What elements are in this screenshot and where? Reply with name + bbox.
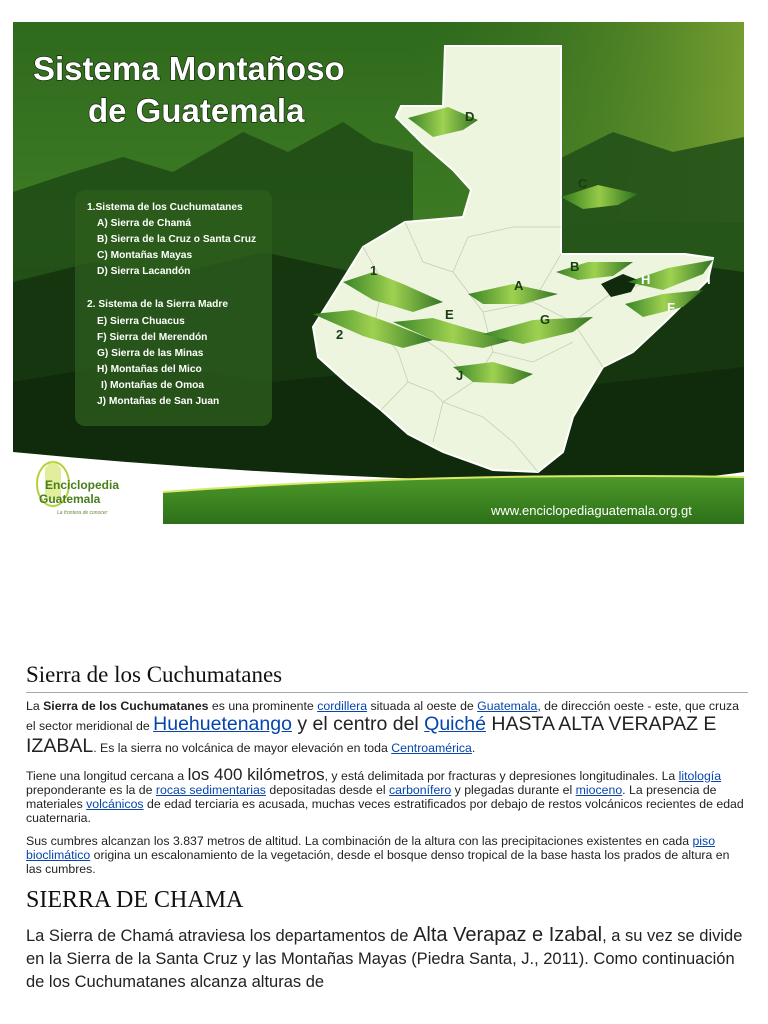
map-label-2: 2 — [336, 327, 344, 342]
link-litologia[interactable]: litología — [678, 769, 722, 783]
legend-group2-title: 2. Sistema de la Sierra Madre — [87, 299, 228, 310]
map-label-h: H — [641, 272, 651, 287]
legend-group1-title: 1.Sistema de los Cuchumatanes — [87, 202, 243, 213]
link-carbonifero[interactable]: carbonífero — [389, 783, 452, 797]
legend-item: A) Sierra de Chamá — [97, 218, 191, 229]
link-rocas-sedimentarias[interactable]: rocas sedimentarias — [155, 783, 266, 797]
paragraph: La Sierra de los Cuchumatanes es una prominente cordillera situada al oeste de Guatemala, de dirección oeste - este, que cruza el sector meridional de Huehuetenango y el centro del Quiché HASTA ALTA VERAPAZ E IZABAL. Es la sierra no volcánica de mayor elevación en toda Centroamérica. — [26, 699, 739, 757]
logo-tagline: La frontera de conocer — [57, 510, 108, 516]
map-label-b: B — [570, 259, 580, 274]
map-label-a: A — [514, 278, 524, 293]
logo-line1: Enciclopedia — [45, 478, 120, 492]
section-heading-cuchumatanes: Sierra de los Cuchumatanes — [26, 660, 748, 693]
legend-item: F) Sierra del Merendón — [97, 332, 208, 343]
link-centroamerica[interactable]: Centroamérica — [391, 741, 472, 755]
map-label-c: C — [578, 176, 588, 191]
logo-line2: Guatemala — [39, 492, 101, 506]
legend-item: D) Sierra Lacandón — [97, 266, 191, 277]
paragraph: La Sierra de Chamá atraviesa los departamentos de Alta Verapaz e Izabal, a su vez se divide en la Sierra de la Santa Cruz y las Montañas Mayas (Piedra Santa, J., 2011). Como continuación de los Cuchumatanes alcanza alturas de — [26, 924, 743, 991]
legend-item: J) Montañas de San Juan — [97, 396, 220, 407]
link-volcanicos[interactable]: volcánicos — [86, 797, 144, 811]
link-guatemala[interactable]: Guatemala — [477, 699, 538, 713]
map-label-j: J — [456, 368, 464, 383]
legend-item: B) Sierra de la Cruz o Santa Cruz — [97, 234, 257, 245]
legend-item: G) Sierra de las Minas — [97, 348, 204, 359]
map-label-f: F — [667, 300, 675, 315]
legend-item: C) Montañas Mayas — [97, 250, 193, 261]
map-label-1: 1 — [370, 263, 378, 278]
map-title-line1: Sistema Montañoso — [33, 50, 345, 87]
link-mioceno[interactable]: mioceno — [575, 783, 623, 797]
guatemala-mountain-map — [13, 22, 744, 524]
section-heading-chama: SIERRA DE CHAMA — [26, 887, 244, 913]
website-url: www.enciclopediaguatemala.org.gt — [491, 503, 692, 518]
article — [26, 660, 748, 994]
map-title-line2: de Guatemala — [88, 92, 305, 129]
map-label-d: D — [465, 109, 475, 124]
bold-term: Sierra de los Cuchumatanes — [43, 699, 209, 713]
link-cordillera[interactable]: cordillera — [317, 699, 368, 713]
link-piso-bioclimatico[interactable]: piso bioclimático — [26, 834, 716, 862]
link-quiche[interactable]: Quiché — [424, 713, 486, 735]
paragraph: Tiene una longitud cercana a los 400 kilómetros, y está delimitada por fracturas y depresiones longitudinales. La litología preponderante es la de rocas sedimentarias depositadas desde el carbonífero y plegadas durante el mioceno. La presencia de materiales volcánicos de edad terciaria es acusada, muchas veces estratificados por debajo de restos volcánicos recientes de edad cuaternaria. — [26, 765, 744, 825]
paragraph: Sus cumbres alcanzan los 3.837 metros de altitud. La combinación de la altura con las precipitaciones existentes en cada piso bioclimático origina un escalonamiento de la vegetación, desde el bosque denso tropical de la base hasta los prados de altura en las cumbres. — [26, 834, 730, 876]
link-huehuetenango[interactable]: Huehuetenango — [153, 713, 292, 735]
map-label-i: I — [707, 272, 711, 287]
legend-item: E) Sierra Chuacus — [97, 316, 185, 327]
map-label-g: G — [540, 312, 551, 327]
map-label-e: E — [445, 307, 454, 322]
legend-item: H) Montañas del Mico — [97, 364, 202, 375]
legend-item: I) Montañas de Omoa — [101, 380, 205, 391]
